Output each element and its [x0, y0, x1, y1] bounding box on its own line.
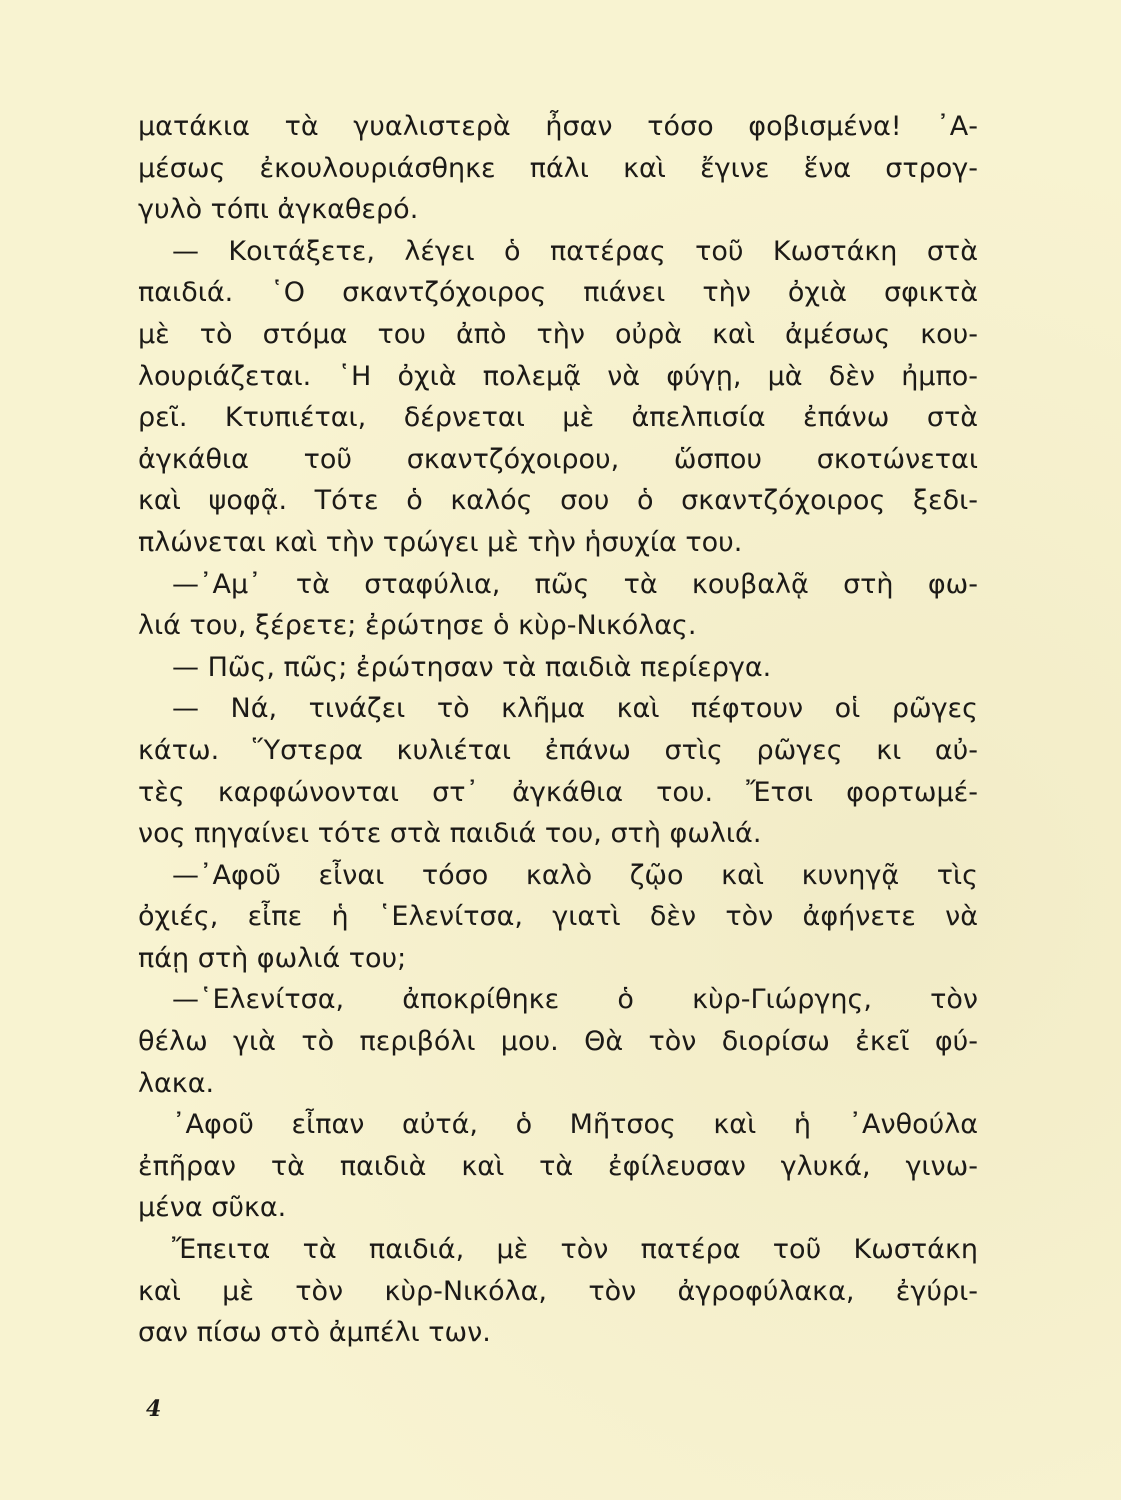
text-line: τὲς καρφώνονται στ᾿ ἀγκάθια του. Ἔτσι φορτωμέ- — [138, 776, 978, 808]
text-line: Ἔπειτα τὰ παιδιά, μὲ τὸν πατέρα τοῦ Κωστάκη — [172, 1234, 978, 1266]
text-line: θέλω γιὰ τὸ περιβόλι μου. Θὰ τὸν διορίσω ἐκεῖ φύ- — [138, 1026, 978, 1058]
text-line: — Νά, τινάζει τὸ κλῆμα καὶ πέφτουν οἱ ρῶγες — [172, 693, 978, 725]
text-line: μὲ τὸ στόμα του ἀπὸ τὴν οὐρὰ καὶ ἀμέσως κου- — [138, 318, 978, 350]
text-line: μένα σῦκα. — [138, 1192, 287, 1224]
text-line: πάῃ στὴ φωλιά του; — [138, 942, 407, 974]
text-line: σαν πίσω στὸ ἀμπέλι των. — [138, 1317, 491, 1349]
text-line: — Πῶς, πῶς; ἐρώτησαν τὰ παιδιὰ περίεργα. — [172, 651, 772, 683]
text-line: κάτω. Ὕστερα κυλιέται ἐπάνω στὶς ρῶγες κι αὐ- — [138, 734, 978, 766]
body-text — [138, 106, 978, 1354]
text-line: ἐπῆραν τὰ παιδιὰ καὶ τὰ ἐφίλευσαν γλυκά, γινω- — [138, 1150, 978, 1182]
text-line: λακα. — [138, 1067, 215, 1099]
text-line: ματάκια τὰ γυαλιστερὰ ἦσαν τόσο φοβισμένα! ᾿Α- — [138, 111, 978, 142]
text-line: μέσως ἐκουλουριάσθηκε πάλι καὶ ἔγινε ἕνα στρογ- — [138, 152, 978, 184]
text-line: καὶ μὲ τὸν κὺρ-Νικόλα, τὸν ἀγροφύλακα, ἐγύρι- — [138, 1275, 978, 1307]
text-line: παιδιά. ῾Ο σκαντζόχοιρος πιάνει τὴν ὀχιὰ σφικτὰ — [138, 277, 978, 309]
text-line: —῾Ελενίτσα, ἀποκρίθηκε ὁ κὺρ-Γιώργης, τὸν — [172, 984, 978, 1016]
text-line: ρεῖ. Κτυπιέται, δέρνεται μὲ ἀπελπισία ἐπάνω στὰ — [138, 402, 978, 434]
text-line: γυλὸ τόπι ἀγκαθερό. — [138, 194, 419, 226]
text-line: ἀγκάθια τοῦ σκαντζόχοιρου, ὥσπου σκοτώνεται — [138, 443, 978, 475]
text-line: —᾿Αφοῦ εἶναι τόσο καλὸ ζῷο καὶ κυνηγᾷ τὶς — [172, 859, 978, 891]
text-line: —᾿Αμ᾿ τὰ σταφύλια, πῶς τὰ κουβαλᾷ στὴ φω- — [172, 568, 978, 600]
text-line: — Κοιτάξετε, λέγει ὁ πατέρας τοῦ Κωστάκη στὰ — [172, 235, 978, 267]
text-line: ᾿Αφοῦ εἶπαν αὐτά, ὁ Μῆτσος καὶ ἡ ᾿Ανθούλα — [172, 1109, 978, 1141]
text-line: νος πηγαίνει τότε στὰ παιδιά του, στὴ φωλιά. — [138, 818, 762, 850]
text-line: λουριάζεται. ῾Η ὀχιὰ πολεμᾷ νὰ φύγῃ, μὰ δὲν ἠμπο- — [138, 360, 978, 392]
page-number: 4 — [146, 1396, 162, 1422]
text-line: ὀχιές, εἶπε ἡ ῾Ελενίτσα, γιατὶ δὲν τὸν ἀφήνετε νὰ — [138, 901, 978, 933]
text-line: πλώνεται καὶ τὴν τρώγει μὲ τὴν ἡσυχία του. — [138, 526, 743, 558]
text-line: καὶ ψοφᾷ. Τότε ὁ καλός σου ὁ σκαντζόχοιρος ξεδι- — [138, 485, 978, 517]
text-line: λιά του, ξέρετε; ἐρώτησε ὁ κὺρ-Νικόλας. — [138, 610, 697, 642]
